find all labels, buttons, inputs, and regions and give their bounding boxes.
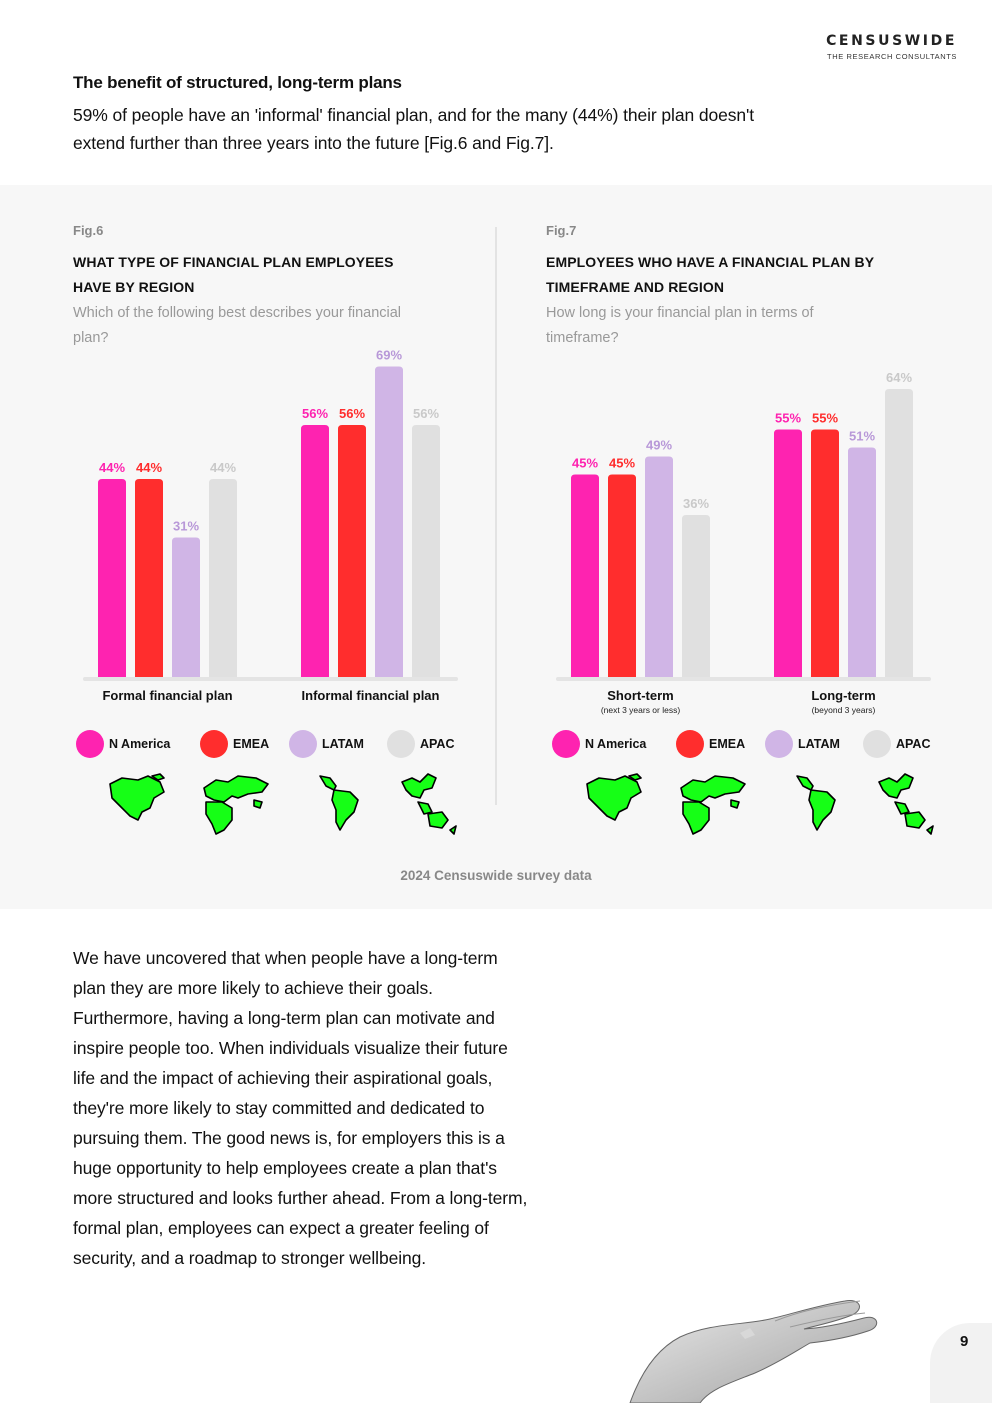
fig6-title: WHAT TYPE OF FINANCIAL PLAN EMPLOYEES HAVE BY REGION [73,254,394,295]
fig6-chart-svg [73,335,473,735]
baseline-axis [556,677,931,681]
n-america-map-icon [110,774,164,820]
bar-latam [375,367,403,678]
bar-value-label: 31% [172,518,200,534]
fig7-region-maps [577,770,947,840]
legend-item-latam [289,730,387,758]
fig7-question: How long is your financial plan in terms of timeframe? [546,305,814,346]
fig7-legend [552,730,931,758]
bar-value-label: 44% [135,460,163,475]
bar-value-label: 55% [774,410,802,426]
category-label: Short-term [607,688,674,703]
legend-item-latam [765,730,863,758]
bar-value-label: 51% [848,428,876,444]
fig6-question: Which of the following best describes your financial plan? [73,305,402,346]
source-note: 2024 Censuswide survey data [400,868,592,883]
bar-latam [848,448,876,678]
bar-n-america [571,475,599,678]
page-number: 9 [960,1333,969,1350]
emea-map-icon [204,776,268,834]
bar-value-label: 69% [375,347,403,363]
legend-label: LATAM [798,737,840,751]
bar-value-label: 45% [571,455,599,471]
fig7-chart-svg [546,335,946,735]
n-america-map-icon [587,774,641,820]
bar-n-america [774,430,802,678]
category-label: Informal financial plan [301,688,440,703]
fig6-region-maps [100,770,470,840]
legend-item-emea [676,730,765,758]
category-sublabel: (next 3 years or less) [600,705,681,715]
bar-value-label: 56% [412,406,440,421]
bar-value-label: 44% [98,460,126,475]
legend-item-emea [200,730,289,758]
bar-value-label: 44% [209,460,237,475]
latam-map-icon [320,776,358,830]
legend-item-apac [863,730,931,758]
body-paragraph: We have uncovered that when people have a long-term plan they are more likely to achieve their goals. Furthermore, having a long-term plan can motivate and inspire people too. When individuals visualize their future life and the impact of achieving their aspirational goals, they're more likely to stay committed and dedicated to pursuing them. The good news is, for employers this is a huge opportunity to help employees create a plan that's more structured and looks further ahead. From a long-term, formal plan, employees can expect a greater feeling of security, and a roadmap to stronger wellbeing. [73,948,528,1268]
legend-label: N America [109,737,171,751]
emea-map-icon [681,776,745,834]
bar-value-label: 49% [645,437,673,453]
fig6-label: Fig.6 [73,223,104,238]
bar-value-label: 56% [338,406,366,421]
bar-apac [885,389,913,677]
bar-value-label: 56% [301,406,329,421]
legend-swatch [676,730,704,758]
brand-tagline: THE RESEARCH CONSULTANTS [827,52,957,61]
legend-swatch [200,730,228,758]
bar-n-america [98,479,126,677]
legend-item-n-america [552,730,676,758]
figures-panel [0,185,992,909]
baseline-axis [83,677,458,681]
bar-apac [209,479,237,677]
hand-photo [560,1225,950,1403]
intro-section [73,73,793,157]
bar-n-america [301,425,329,677]
apac-map-icon [402,774,456,834]
category-label: Long-term [811,688,876,703]
fig6-legend [76,730,455,758]
fig7-title: EMPLOYEES WHO HAVE A FINANCIAL PLAN BY TIMEFRAME AND REGION [546,254,874,295]
bar-latam [645,457,673,678]
panel-divider [495,227,497,805]
fig7-header [546,223,946,351]
bar-value-label: 45% [608,455,636,471]
bar-emea [338,425,366,677]
bar-emea [608,475,636,678]
legend-label: EMEA [709,737,746,751]
legend-swatch [552,730,580,758]
bar-value-label: 55% [811,410,839,426]
legend-swatch [76,730,104,758]
intro-text: 59% of people have an 'informal' financial plan, and for the many (44%) their plan doesn't extend further than three years into the future [Fig.6 and Fig.7]. [73,105,755,153]
legend-item-n-america [76,730,200,758]
bar-emea [135,479,163,677]
category-sublabel: (beyond 3 years) [811,705,876,715]
apac-map-icon [879,774,933,834]
legend-swatch [289,730,317,758]
brand-name: CENSUSWIDE [826,33,957,49]
fig6-header [73,223,473,351]
bar-value-label: 64% [885,370,913,385]
legend-swatch [765,730,793,758]
brand-logo [826,33,957,61]
latam-map-icon [797,776,835,830]
bar-emea [811,430,839,678]
bar-apac [412,425,440,677]
legend-label: APAC [420,737,455,751]
fig7-label: Fig.7 [546,223,577,238]
legend-label: EMEA [233,737,270,751]
bar-latam [172,538,200,678]
legend-label: APAC [896,737,931,751]
bar-value-label: 36% [682,496,710,511]
category-label: Formal financial plan [102,688,233,703]
legend-item-apac [387,730,455,758]
fig6-chart [73,335,473,735]
legend-swatch [863,730,891,758]
legend-label: LATAM [322,737,364,751]
fig7-chart [546,335,946,735]
legend-swatch [387,730,415,758]
legend-label: N America [585,737,647,751]
intro-heading: The benefit of structured, long-term plans [73,73,402,92]
bar-apac [682,515,710,677]
